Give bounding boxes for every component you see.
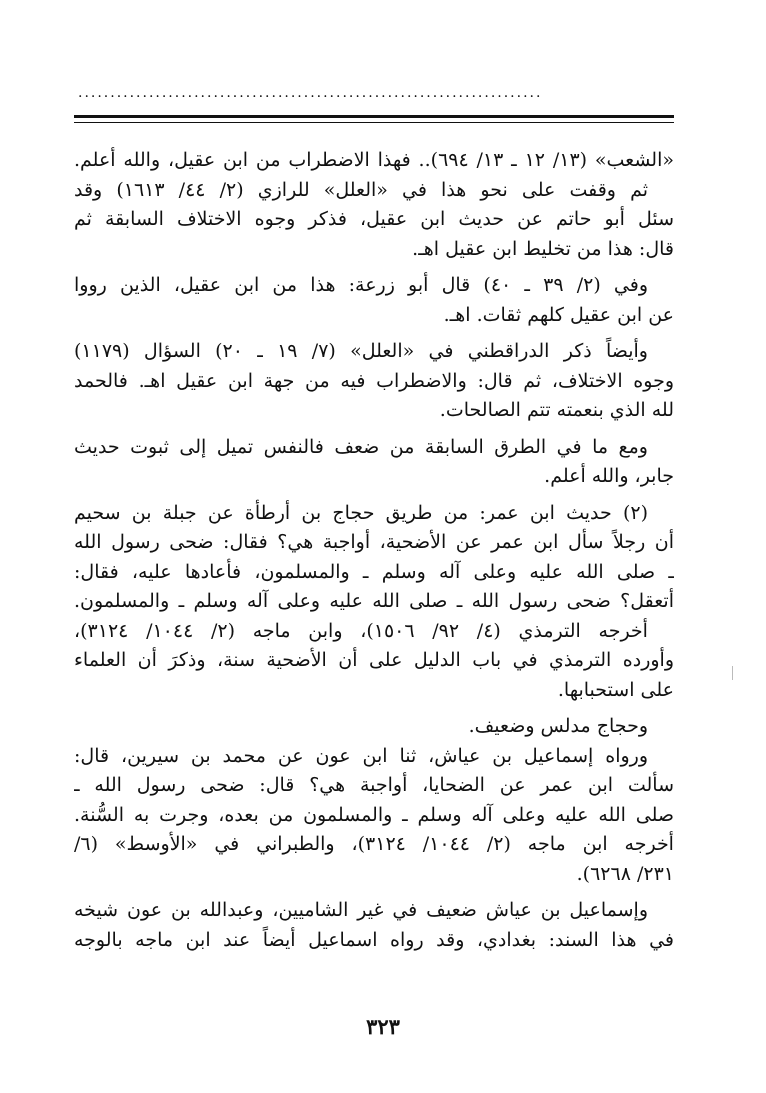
text-line: أخرجه الترمذي (٤/ ٩٢/ ١٥٠٦)، وابن ماجه (٢/ ١٠٤٤/ ٣١٢٤)، bbox=[74, 619, 648, 642]
page-body-text bbox=[74, 146, 674, 955]
text-line: ورواه إسماعيل بن عياش، ثنا ابن عون عن محمد بن سيرين، قال: bbox=[74, 744, 648, 767]
text-line: «الشعب» (١٣/ ١٢ ـ ١٣/ ٦٩٤).. فهذا الاضطراب من ابن عقيل، والله أعلم. bbox=[74, 149, 674, 171]
text-line: ٢٣١/ ٦٢٦٨). bbox=[576, 862, 674, 885]
header-dotted-line: ........................................................................ bbox=[78, 86, 543, 100]
text-line: (٢) حديث ابن عمر: من طريق حجاج بن أرطأة عن جبلة بن سحيم bbox=[74, 501, 648, 524]
header-rule-thick bbox=[74, 115, 674, 118]
text-line: وحجاج مدلس وضعيف. bbox=[468, 715, 648, 737]
text-line: ومع ما في الطرق السابقة من ضعف فالنفس تميل إلى ثبوت حديث bbox=[74, 435, 648, 458]
text-line: عن ابن عقيل كلهم ثقات. اهـ. bbox=[443, 303, 674, 326]
text-line: وأيضاً ذكر الدراقطني في «العلل» (٧/ ١٩ ـ ٢٠) السؤال (١١٧٩) bbox=[74, 340, 648, 362]
text-line: وأورده الترمذي في باب الدليل على أن الأضحية سنة، وذكرَ أن العلماء bbox=[74, 649, 674, 671]
text-line: جابر، والله أعلم. bbox=[544, 465, 674, 487]
text-line: سئل أبو حاتم عن حديث ابن عقيل، فذكر وجوه الاختلاف السابقة ثم bbox=[74, 208, 674, 230]
text-line: أتعقل؟ ضحى رسول الله ـ صلى الله عليه وعلى آله وسلم ـ والمسلمون. bbox=[74, 590, 674, 612]
text-line: صلى الله عليه وعلى آله وسلم ـ والمسلمون من بعده، وجرت به السُّنة. bbox=[74, 803, 674, 826]
text-line: ثم وقفت على نحو هذا في «العلل» للرازي (٢/ ٤٤/ ١٦١٣) وقد bbox=[74, 178, 648, 201]
text-line: سألت ابن عمر عن الضحايا، أواجبة هي؟ قال: ضحى رسول الله ـ bbox=[74, 774, 674, 796]
margin-mark bbox=[732, 666, 733, 680]
text-line: لله الذي بنعمته تتم الصالحات. bbox=[439, 399, 674, 421]
text-line: ـ صلى الله عليه وعلى آله وسلم ـ والمسلمون، فأعادها عليه، فقال: bbox=[74, 560, 674, 583]
text-line: في هذا السند: بغدادي، وقد رواه اسماعيل أيضاً عند ابن ماجه بالوجه bbox=[74, 928, 674, 951]
text-line: أخرجه ابن ماجه (٢/ ١٠٤٤/ ٣١٢٤)، والطبراني في «الأوسط» (٦/ bbox=[74, 833, 674, 855]
text-line: وفي (٢/ ٣٩ ـ ٤٠) قال أبو زرعة: هذا من ابن عقيل، الذين رووا bbox=[74, 274, 648, 296]
text-line: وجوه الاختلاف، ثم قال: والاضطراب فيه من جهة ابن عقيل اهـ. فالحمد bbox=[74, 369, 674, 392]
text-line: على استحبابها. bbox=[557, 678, 674, 701]
page-number: ٣٢٣ bbox=[366, 1014, 400, 1039]
header-rule-thin bbox=[74, 122, 674, 123]
text-line: وإسماعيل بن عياش ضعيف في غير الشاميين، وعبدالله بن عون شيخه bbox=[74, 899, 648, 921]
text-line: أن رجلاً سأل ابن عمر عن الأضحية، أواجبة هي؟ فقال: ضحى رسول الله bbox=[74, 531, 674, 553]
text-line: قال: هذا من تخليط ابن عقيل اهـ. bbox=[412, 237, 674, 260]
